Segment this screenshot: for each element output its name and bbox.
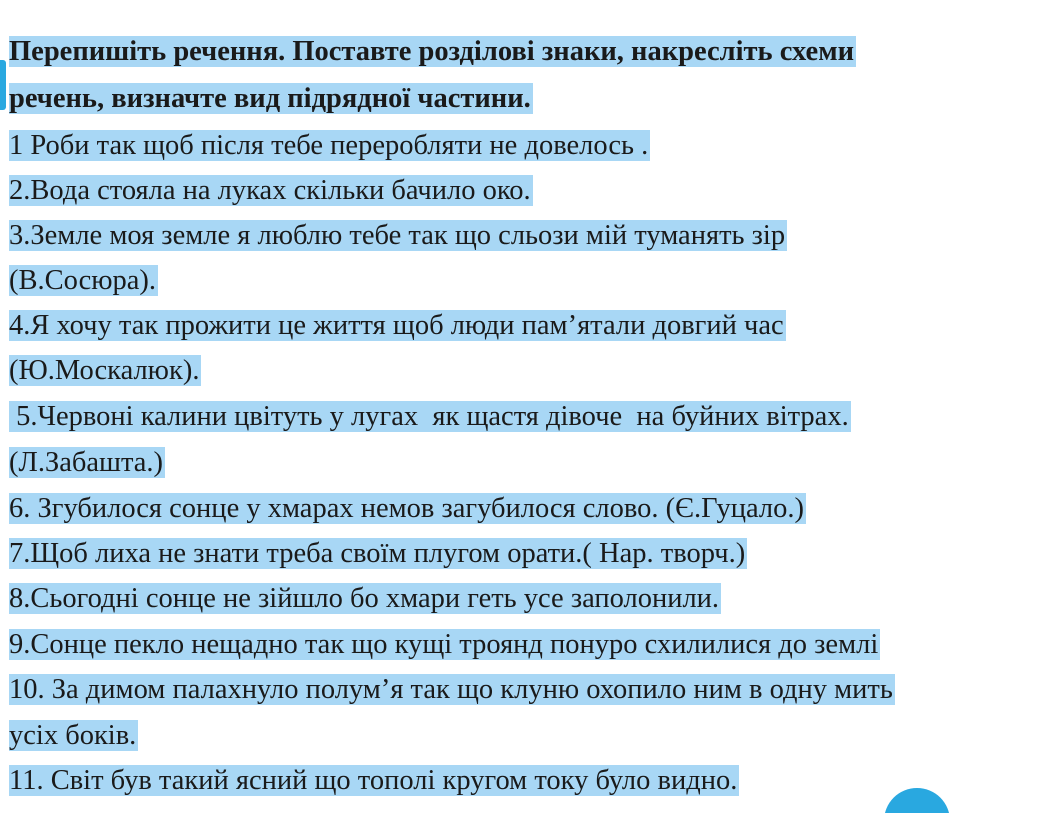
sentence-line: усіх боків. xyxy=(9,720,137,751)
sentence-line: 6. Згубилося сонце у хмарах немов загубилося слово. (Є.Гуцало.) xyxy=(9,493,804,524)
task-heading-line-1: Перепишіть речення. Поставте розділові знаки, накресліть схеми xyxy=(9,36,855,67)
sentence-line: 11. Світ був такий ясний що тополі кругом току було видно. xyxy=(9,765,738,796)
sentence-line: 2.Вода стояла на луках скільки бачило око. xyxy=(9,175,531,206)
sentence-line: (Ю.Москалюк). xyxy=(9,355,200,386)
sentence-line: (В.Сосюра). xyxy=(9,265,157,296)
left-accent-bar xyxy=(0,60,6,110)
sentence-line: 3.Земле моя земле я люблю тебе так що сльози мій туманять зір xyxy=(9,220,786,251)
sentence-line: 10. За димом палахнуло полум’я так що клуню охопило ним в одну мить xyxy=(9,674,893,705)
task-heading-line-2: речень, визначте вид підрядної частини. xyxy=(9,83,531,114)
sentence-line: 5.Червоні калини цвітуть у лугах як щастя дівоче на буйних вітрах. xyxy=(9,401,849,432)
bottom-accent-shape xyxy=(884,788,950,813)
sentence-line: (Л.Забашта.) xyxy=(9,447,164,478)
sentence-line: 7.Щоб лиха не знати треба своїм плугом орати.( Нар. творч.) xyxy=(9,538,746,569)
sentence-line: 4.Я хочу так прожити це життя щоб люди пам’ятали довгий час xyxy=(9,310,784,341)
sentence-line: 1 Роби так щоб після тебе переробляти не довелось . xyxy=(9,130,649,161)
sentence-line: 9.Сонце пекло нещадно так що кущі троянд понуро схилилися до землі xyxy=(9,629,879,660)
sentence-line: 8.Сьогодні сонце не зійшло бо хмари геть усе заполонили. xyxy=(9,583,720,614)
